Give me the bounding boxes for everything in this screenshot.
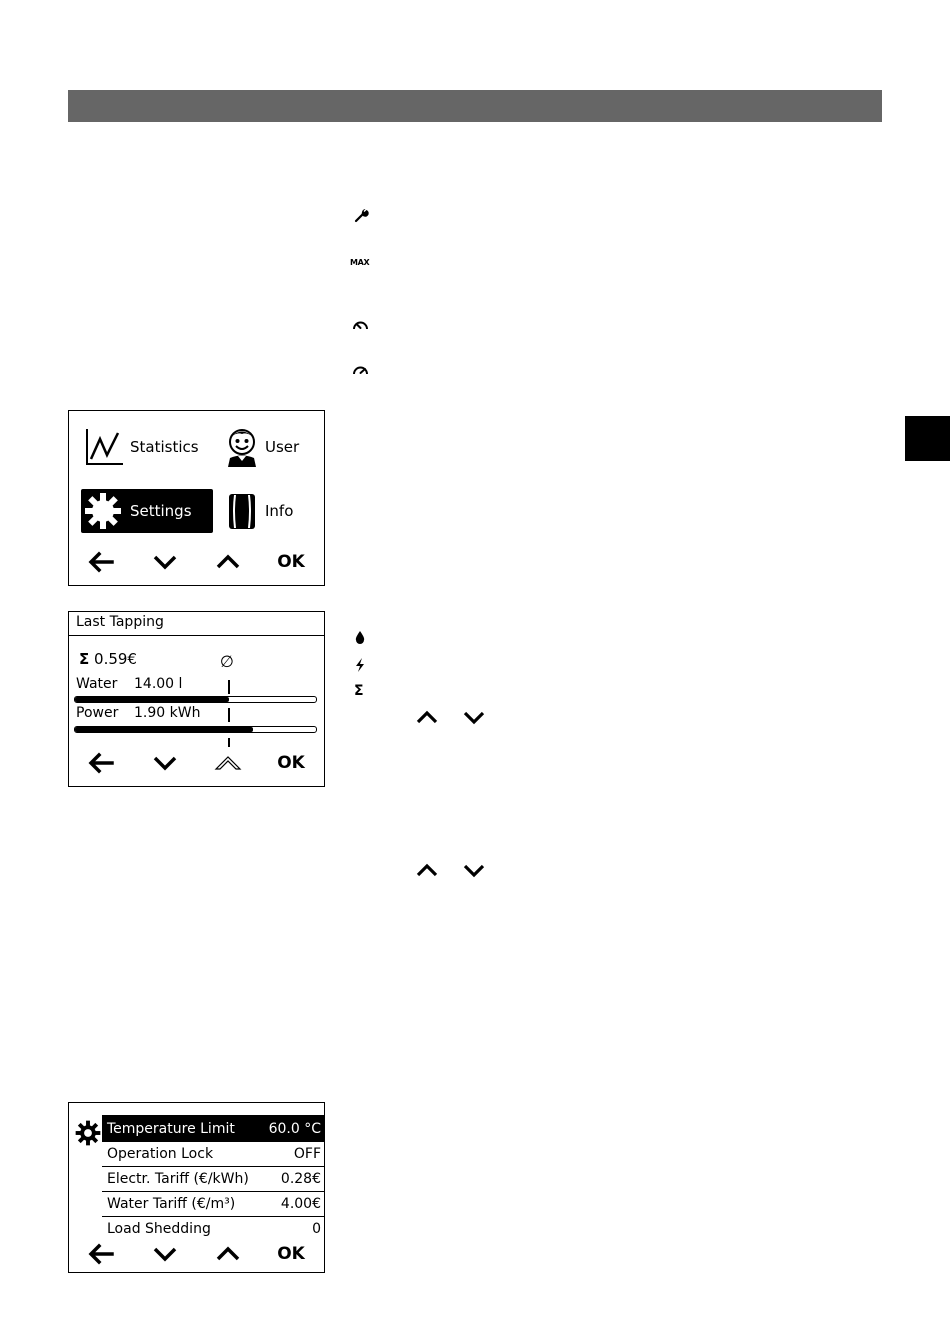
menu-item-user[interactable] — [225, 425, 320, 469]
back-button[interactable] — [81, 547, 121, 577]
power-value: 1.90 kWh — [134, 705, 201, 721]
setting-row-operation-lock[interactable] — [102, 1142, 324, 1167]
menu-item-info[interactable] — [225, 489, 320, 533]
setting-row-water-tariff[interactable] — [102, 1192, 324, 1217]
settings-list-display — [68, 1102, 325, 1273]
average-symbol: ∅ — [220, 652, 234, 671]
up-down-keys-icon — [414, 708, 484, 726]
chevron-down-icon — [152, 754, 178, 772]
menu-item-label: Info — [265, 502, 294, 520]
setting-value: 0 — [312, 1221, 321, 1237]
setting-label: Electr. Tariff (€/kWh) — [107, 1171, 249, 1187]
softkey-row — [69, 1239, 324, 1269]
down-button[interactable] — [145, 547, 185, 577]
water-label: Water — [76, 676, 118, 692]
back-arrow-icon — [88, 1243, 114, 1265]
setting-label: Operation Lock — [107, 1146, 214, 1162]
sum-legend-symbol: Σ — [354, 683, 364, 699]
setting-label: Water Tariff (€/m³) — [107, 1196, 236, 1212]
book-icon — [225, 491, 259, 531]
max-icon: MAX — [350, 258, 370, 267]
power-bar — [74, 726, 317, 733]
lightning-icon — [352, 657, 372, 673]
setting-row-load-shedding[interactable] — [102, 1217, 324, 1241]
setting-value: 0.28€ — [280, 1171, 321, 1187]
section-header-bar — [68, 90, 882, 122]
setting-row-electricity-tariff[interactable] — [102, 1167, 324, 1192]
smiley-user-icon — [225, 427, 259, 467]
menu-item-statistics[interactable] — [83, 425, 213, 469]
main-menu-display — [68, 410, 325, 586]
water-value: 14.00 l — [134, 676, 183, 692]
down-button[interactable] — [145, 1239, 185, 1269]
ok-button[interactable]: OK — [277, 753, 305, 773]
water-average-tick — [228, 680, 230, 694]
line-graph-icon — [83, 427, 123, 467]
sum-value: 0.59€ — [94, 650, 137, 668]
up-down-keys-icon — [414, 861, 484, 879]
menu-item-label: Settings — [130, 502, 192, 520]
water-bar — [74, 696, 317, 703]
chevron-down-icon — [152, 1245, 178, 1263]
gear-icon — [75, 1120, 101, 1146]
power-bar-fill — [75, 727, 253, 732]
setting-label: Temperature Limit — [107, 1120, 235, 1137]
chevron-up-outline-icon — [214, 753, 242, 773]
back-arrow-icon — [88, 752, 114, 774]
setting-value: OFF — [293, 1146, 321, 1162]
setting-row-temperature-limit[interactable] — [102, 1115, 324, 1142]
chevron-up-icon — [215, 553, 241, 571]
gear-icon — [83, 491, 123, 531]
wrench-icon — [352, 207, 372, 223]
up-button[interactable] — [208, 1239, 248, 1269]
water-bar-fill — [75, 697, 229, 702]
setting-value: 60.0 °C — [268, 1120, 321, 1137]
chapter-tab-marker — [905, 416, 950, 461]
power-average-tick — [228, 708, 230, 722]
gauge-low-icon — [351, 317, 371, 333]
last-tapping-display — [68, 611, 325, 787]
gauge-high-icon — [351, 362, 371, 378]
back-button[interactable] — [81, 748, 121, 778]
down-button[interactable] — [145, 748, 185, 778]
back-arrow-icon — [88, 551, 114, 573]
chevron-up-icon — [215, 1245, 241, 1263]
up-button[interactable] — [208, 748, 248, 778]
softkey-row — [69, 547, 324, 577]
scroll-tick — [228, 738, 230, 747]
chevron-down-icon — [152, 553, 178, 571]
panel-title: Last Tapping — [76, 614, 164, 630]
ok-button[interactable]: OK — [277, 1244, 305, 1264]
sum-row — [79, 650, 137, 668]
menu-item-settings[interactable] — [81, 489, 213, 533]
power-label: Power — [76, 705, 119, 721]
up-button[interactable] — [208, 547, 248, 577]
softkey-row — [69, 748, 324, 778]
setting-label: Load Shedding — [107, 1221, 211, 1237]
menu-item-label: User — [265, 438, 300, 456]
water-drop-icon — [352, 629, 372, 645]
ok-button[interactable]: OK — [277, 552, 305, 572]
back-button[interactable] — [81, 1239, 121, 1269]
sum-symbol: Σ — [79, 650, 90, 668]
setting-value: 4.00€ — [280, 1196, 321, 1212]
panel-title-row — [69, 612, 324, 636]
menu-item-label: Statistics — [130, 438, 199, 456]
